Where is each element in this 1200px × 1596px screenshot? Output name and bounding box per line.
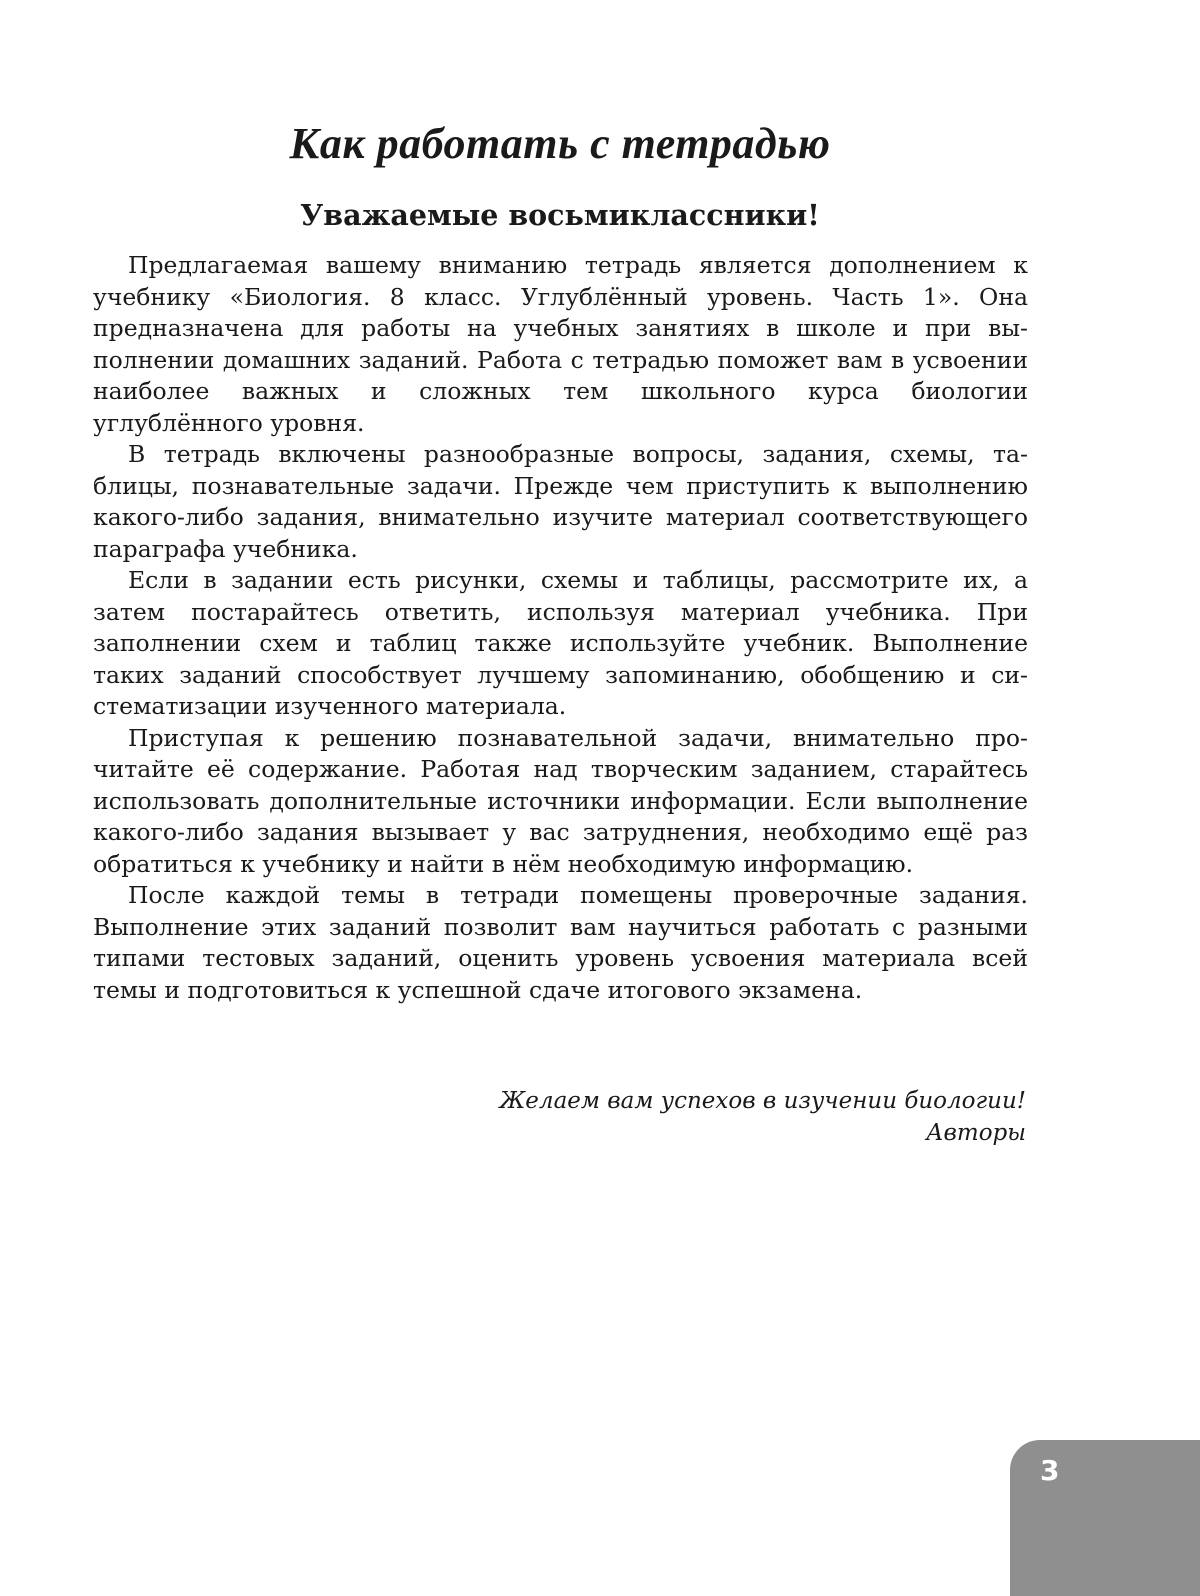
greeting-heading: Уважаемые восьмиклассники! — [300, 198, 820, 232]
paragraph-tests: После каждой темы в тетради помещены проверочные задания. Выполнение этих заданий позволит вам научиться работать с разными типами тестовых заданий, оценить уровень усвоения материала всей темы и подготовиться к успешной сдаче итогового экзамена. — [93, 881, 1028, 1004]
page-number-tab — [1010, 1440, 1200, 1596]
closing-signature: Авторы — [926, 1120, 1026, 1146]
paragraph-intro: Предлагаемая вашему вниманию тетрадь является дополнением к учебнику «Биология. 8 класс. Углублённый уровень. Часть 1». Она предназначена для работы на учебных занятиях в школе и при выполнении домашних заданий. Работа с тетрадью поможет вам в усвоении наиболее важных и сложных тем школьного курса биологии углублённого уровня. — [93, 251, 1028, 437]
paragraph-contents: В тетрадь включены разнообразные вопросы, задания, схемы, таблицы, познавательные задачи. Прежде чем приступить к выполнению какого-либо задания, внимательно изучите материал соответствующего параграфа учебника. — [93, 440, 1028, 563]
paragraph-tasks: Приступая к решению познавательной задачи, внимательно прочитайте её содержание. Работая над творческим заданием, старайтесь использовать дополнительные источники информации. Если выполнение какого-либо задания вызывает у вас затруднения, необходимо ещё раз обратиться к учебнику и найти в нём необходимую информацию. — [93, 723, 1028, 878]
closing-block — [499, 1085, 1026, 1149]
closing-wish: Желаем вам успехов в изучении биологии! — [499, 1088, 1026, 1114]
paragraph-figures: Если в задании есть рисунки, схемы и таблицы, рассмотрите их, а затем постарайтесь ответить, используя материал учебника. При заполнении схем и таблиц также используйте учебник. Выполнение таких заданий способствует лучшему запоминанию, обобщению и систематизации изученного материала. — [93, 566, 1028, 720]
page-number: 3 — [1040, 1454, 1060, 1487]
page-title: Как работать с тетрадью — [289, 119, 831, 168]
body-text — [93, 250, 1028, 1006]
